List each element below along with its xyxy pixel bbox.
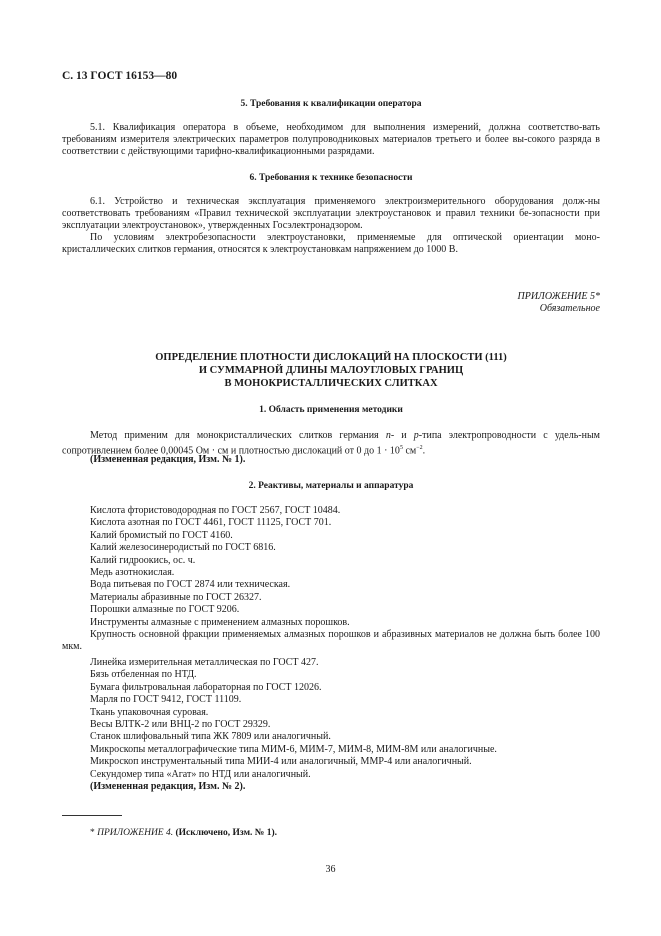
list-item: Материалы абразивные по ГОСТ 26327. xyxy=(90,591,262,603)
reagents-list xyxy=(90,505,600,629)
scope-text: Метод применим для монокристаллических слитков германия n- и p-типа электропроводности с удель-ным сопротивлением более 0,00045 Ом · см и плотностью дислокаций от 0 до $1 \cdot 10^5$ $см^{-2}$. xyxy=(62,430,600,457)
reagents-heading: 2. Реактивы, материалы и аппаратура xyxy=(248,481,414,491)
document-title-line-3: В МОНОКРИСТАЛЛИЧЕСКИХ СЛИТКАХ xyxy=(224,378,438,389)
section-5-heading: 5. Требования к квалификации оператора xyxy=(240,99,422,109)
footnote-divider xyxy=(62,815,122,816)
section-6-text-1: 6.1. Устройство и техническая эксплуатация применяемого электроизмерительного оборудования долж-ны соответствовать требованиям «Правил технической эксплуатации электроустановок и правил техники бе-зопасности при эксплуатации электроустановок», утвержденных Госэлектронадзором. xyxy=(62,196,600,231)
section-5-text: 5.1. Квалификация оператора в объеме, необходимом для выполнения измерений, должна соответство-вать требованиям измерителя электрических параметров полупроводниковых материалов третьего и более вы-сокого разряда в соответствии с действующими тарифно-квалификационными разрядами. xyxy=(62,122,600,157)
list-item: Станок шлифовальный типа ЖК 7809 или аналогичный. xyxy=(90,731,331,743)
apparatus-list xyxy=(90,657,600,793)
list-item: Весы ВЛТК-2 или ВНЦ-2 по ГОСТ 29329. xyxy=(90,718,271,730)
reagents-amendment: (Измененная редакция, Изм. № 2). xyxy=(90,780,246,792)
list-item: Медь азотнокислая. xyxy=(90,566,175,578)
appendix-status: Обязательное xyxy=(539,303,600,314)
list-item: Бязь отбеленная по НТД. xyxy=(90,669,197,681)
list-item: Калий гидроокись, ос. ч. xyxy=(90,554,196,566)
list-item: Калий бромистый по ГОСТ 4160. xyxy=(90,529,233,541)
page-header: С. 13 ГОСТ 16153—80 xyxy=(62,70,178,82)
page-number: 36 xyxy=(325,864,336,875)
list-item: Секундомер типа «Агат» по НТД или аналогичный. xyxy=(90,768,311,780)
section-6-heading: 6. Требования к технике безопасности xyxy=(249,173,413,183)
appendix-label: ПРИЛОЖЕНИЕ 5* xyxy=(517,291,600,302)
list-item: Линейка измерительная металлическая по ГОСТ 427. xyxy=(90,657,319,668)
document-title-line-1: ОПРЕДЕЛЕНИЕ ПЛОТНОСТИ ДИСЛОКАЦИЙ НА ПЛОСКОСТИ (111) xyxy=(155,352,507,363)
scope-heading: 1. Область применения методики xyxy=(259,405,403,415)
list-item: Кислота азотная по ГОСТ 4461, ГОСТ 11125, ГОСТ 701. xyxy=(90,517,332,529)
list-item: Бумага фильтровальная лабораторная по ГОСТ 12026. xyxy=(90,681,322,693)
grain-size-text: Крупность основной фракции применяемых алмазных порошков и абразивных материалов не должна быть более 100 мкм. xyxy=(62,629,600,652)
section-6-text-2: По условиям электробезопасности электроустановки, применяемые для оптической ориентации моно-кристаллических слитков германия, относятся к электроустановкам напряжением до 1000 В. xyxy=(62,232,600,255)
scope-amendment: (Измененная редакция, Изм. № 1). xyxy=(90,454,246,465)
list-item: Инструменты алмазные с применением алмазных порошков. xyxy=(90,616,350,628)
document-title-line-2: И СУММАРНОЙ ДЛИНЫ МАЛОУГЛОВЫХ ГРАНИЦ xyxy=(198,365,464,376)
list-item: Микроскопы металлографические типа МИМ-6, МИМ-7, МИМ-8, МИМ-8М или аналогичные. xyxy=(90,743,497,755)
list-item: Кислота фтористоводородная по ГОСТ 2567, ГОСТ 10484. xyxy=(90,505,341,516)
list-item: Вода питьевая по ГОСТ 2874 или техническая. xyxy=(90,579,291,591)
list-item: Калий железосинеродистый по ГОСТ 6816. xyxy=(90,542,276,554)
list-item: Ткань упаковочная суровая. xyxy=(90,706,209,718)
list-item: Порошки алмазные по ГОСТ 9206. xyxy=(90,604,240,616)
list-item: Марля по ГОСТ 9412, ГОСТ 11109. xyxy=(90,694,242,706)
footnote: * ПРИЛОЖЕНИЕ 4. (Исключено, Изм. № 1). xyxy=(90,828,278,838)
list-item: Микроскоп инструментальный типа МИИ-4 или аналогичный, ММР-4 или аналогичный. xyxy=(90,756,472,768)
